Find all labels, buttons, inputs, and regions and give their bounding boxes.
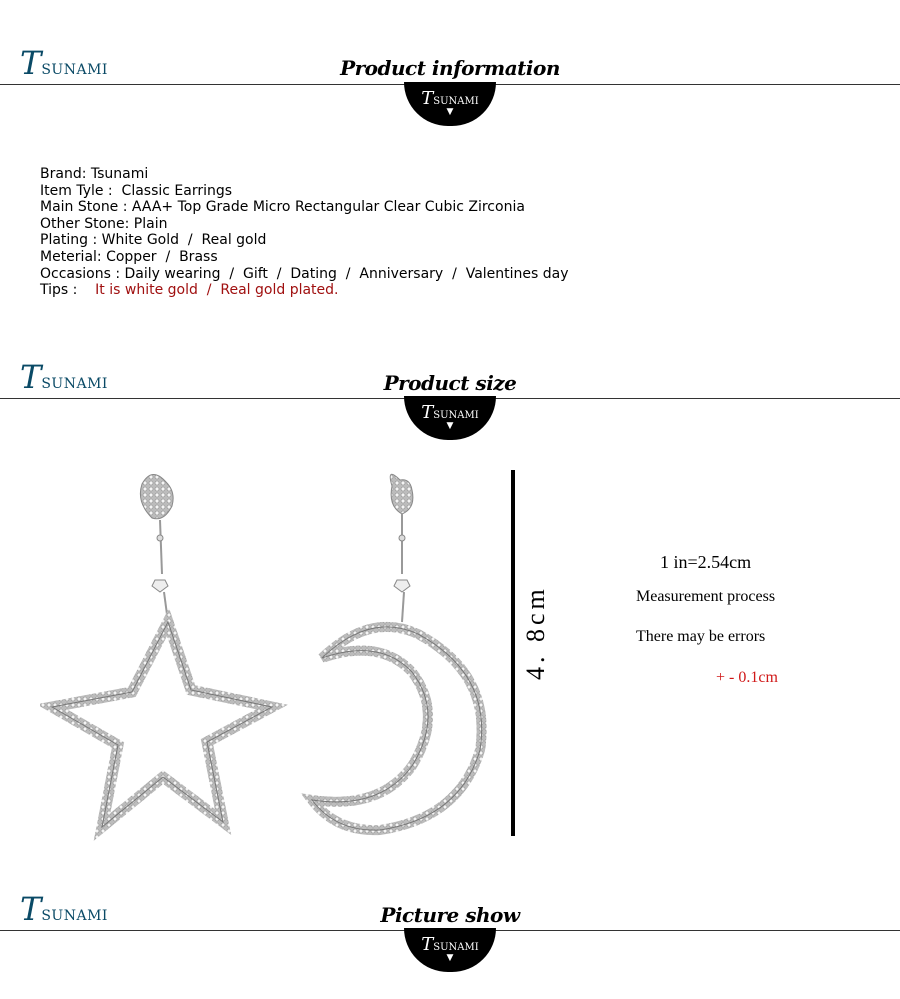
conversion-note: 1 in=2.54cm [660, 552, 752, 572]
tsunami-badge: TSUNAMI ▼ [404, 82, 496, 126]
section-title: Product information [340, 56, 560, 80]
down-arrow-icon: ▼ [446, 421, 454, 431]
info-row-occasions: Occasions : Daily wearing / Gift / Dating / Anniversary / Valentines day [40, 265, 569, 282]
size-label: 4. 8cm [521, 585, 550, 680]
star-earring [52, 474, 272, 827]
tolerance-note: + - 0.1cm [716, 669, 778, 686]
down-arrow-icon: ▼ [446, 953, 454, 963]
info-row-tips: Tips : It is white gold / Real gold plated. [40, 282, 339, 299]
error-note: There may be errors [636, 628, 766, 645]
section-title: Picture show [380, 903, 520, 927]
moon-earring [312, 474, 482, 830]
info-row-plating: Plating : White Gold / Real gold [40, 232, 267, 249]
down-arrow-icon: ▼ [446, 107, 454, 117]
tsunami-logo: TSUNAMI [20, 890, 108, 928]
info-row-item-type: Item Tyle : Classic Earrings [40, 182, 233, 199]
section-header-picture-show [0, 846, 900, 963]
section-title: Product size [383, 371, 517, 395]
tsunami-logo: TSUNAMI [20, 358, 108, 396]
tsunami-badge: TSUNAMI ▼ [404, 396, 496, 440]
info-row-material: Meterial: Copper / Brass [40, 248, 218, 265]
info-row-brand: Brand: Tsunami [40, 166, 149, 182]
tsunami-logo: TSUNAMI [20, 44, 108, 82]
info-row-main-stone: Main Stone : AAA+ Top Grade Micro Rectangular Clear Cubic Zirconia [40, 199, 525, 216]
info-row-other-stone: Other Stone: Plain [40, 215, 168, 232]
measurement-note: Measurement process [636, 588, 776, 605]
section-header-product-information [0, 0, 900, 117]
product-info-list [40, 166, 569, 299]
section-header-product-size [0, 314, 900, 431]
tsunami-badge: TSUNAMI ▼ [404, 928, 496, 972]
earrings-image [40, 462, 510, 842]
